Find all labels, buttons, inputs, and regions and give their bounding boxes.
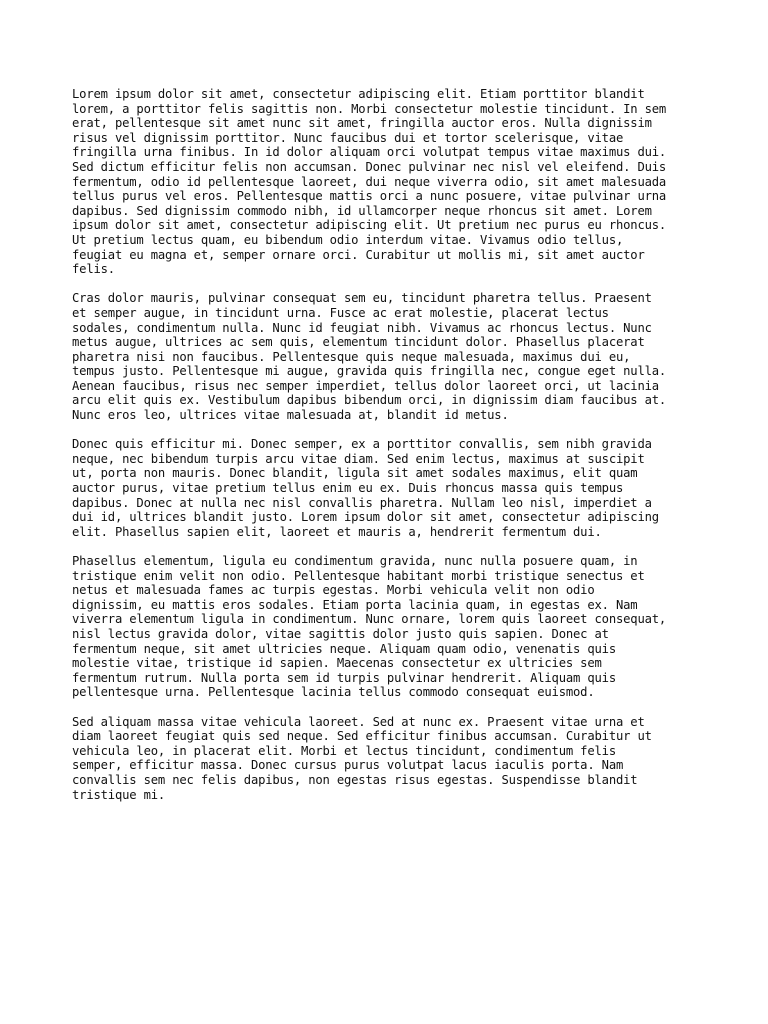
paragraph-2: Cras dolor mauris, pulvinar consequat sem eu, tincidunt pharetra tellus. Praesent et semper augue, in tincidunt urna. Fusce ac erat molestie, placerat lectus sodales, condimentum nulla. Nunc id feugiat nibh. Vivamus ac rhoncus lectus. Nunc metus augue, ultrices ac sem quis, elementum tincidunt dolor. Phasellus placerat pharetra nisi non faucibus. Pellentesque quis neque malesuada, maximus dui eu, tempus justo. Pellentesque mi augue, gravida quis fringilla nec, congue eget nulla. Aenean faucibus, risus nec semper imperdiet, tellus dolor laoreet orci, ut lacinia arcu elit quis ex. Vestibulum dapibus bibendum orci, in dignissim diam faucibus at. Nunc eros leo, ultrices vitae malesuada at, blandit id metus.	[72, 291, 667, 423]
paragraph-1: Lorem ipsum dolor sit amet, consectetur adipiscing elit. Etiam porttitor blandit lorem, a porttitor felis sagittis non. Morbi consectetur molestie tincidunt. In sem erat, pellentesque sit amet nunc sit amet, fringilla auctor eros. Nulla dignissim risus vel dignissim porttitor. Nunc faucibus dui et tortor scelerisque, vitae fringilla urna finibus. In id dolor aliquam orci volutpat tempus vitae maximus dui. Sed dictum efficitur felis non accumsan. Donec pulvinar nec nisl vel eleifend. Duis fermentum, odio id pellentesque laoreet, dui neque viverra odio, sit amet malesuada tellus purus vel eros. Pellentesque mattis orci a nunc posuere, vitae pulvinar urna dapibus. Sed dignissim commodo nibh, id ullamcorper neque rhoncus sit amet. Lorem ipsum dolor sit amet, consectetur adipiscing elit. Ut pretium nec purus eu rhoncus. Ut pretium lectus quam, eu bibendum odio interdum vitae. Vivamus odio tellus, feugiat eu magna et, semper ornare orci. Curabitur ut mollis mi, sit amet auctor felis.	[72, 87, 667, 277]
document-page	[72, 87, 712, 817]
paragraph-4: Phasellus elementum, ligula eu condimentum gravida, nunc nulla posuere quam, in tristique enim velit non odio. Pellentesque habitant morbi tristique senectus et netus et malesuada fames ac turpis egestas. Morbi vehicula velit non odio dignissim, eu mattis eros sodales. Etiam porta lacinia quam, in egestas ex. Nam viverra elementum ligula in condimentum. Nunc ornare, lorem quis laoreet consequat, nisl lectus gravida dolor, vitae sagittis dolor justo quis sapien. Donec at fermentum neque, sit amet ultricies neque. Aliquam quam odio, venenatis quis molestie vitae, tristique id sapien. Maecenas consectetur ex ultricies sem fermentum rutrum. Nulla porta sem id turpis pulvinar hendrerit. Aliquam quis pellentesque urna. Pellentesque lacinia tellus commodo consequat euismod.	[72, 554, 667, 700]
paragraph-5: Sed aliquam massa vitae vehicula laoreet. Sed at nunc ex. Praesent vitae urna et diam laoreet feugiat quis sed neque. Sed efficitur finibus accumsan. Curabitur ut vehicula leo, in placerat elit. Morbi et lectus tincidunt, condimentum felis semper, efficitur massa. Donec cursus purus volutpat lacus iaculis porta. Nam convallis sem nec felis dapibus, non egestas risus egestas. Suspendisse blandit tristique mi.	[72, 714, 652, 802]
paragraph-3: Donec quis efficitur mi. Donec semper, ex a porttitor convallis, sem nibh gravida neque, nec bibendum turpis arcu vitae diam. Sed enim lectus, maximus at suscipit ut, porta non mauris. Donec blandit, ligula sit amet sodales maximus, elit quam auctor purus, vitae pretium tellus enim eu ex. Duis rhoncus massa quis tempus dapibus. Donec at nulla nec nisl convallis pharetra. Nullam leo nisl, imperdiet a dui id, ultrices blandit justo. Lorem ipsum dolor sit amet, consectetur adipiscing elit. Phasellus sapien elit, laoreet et mauris a, hendrerit fermentum dui.	[72, 437, 659, 539]
